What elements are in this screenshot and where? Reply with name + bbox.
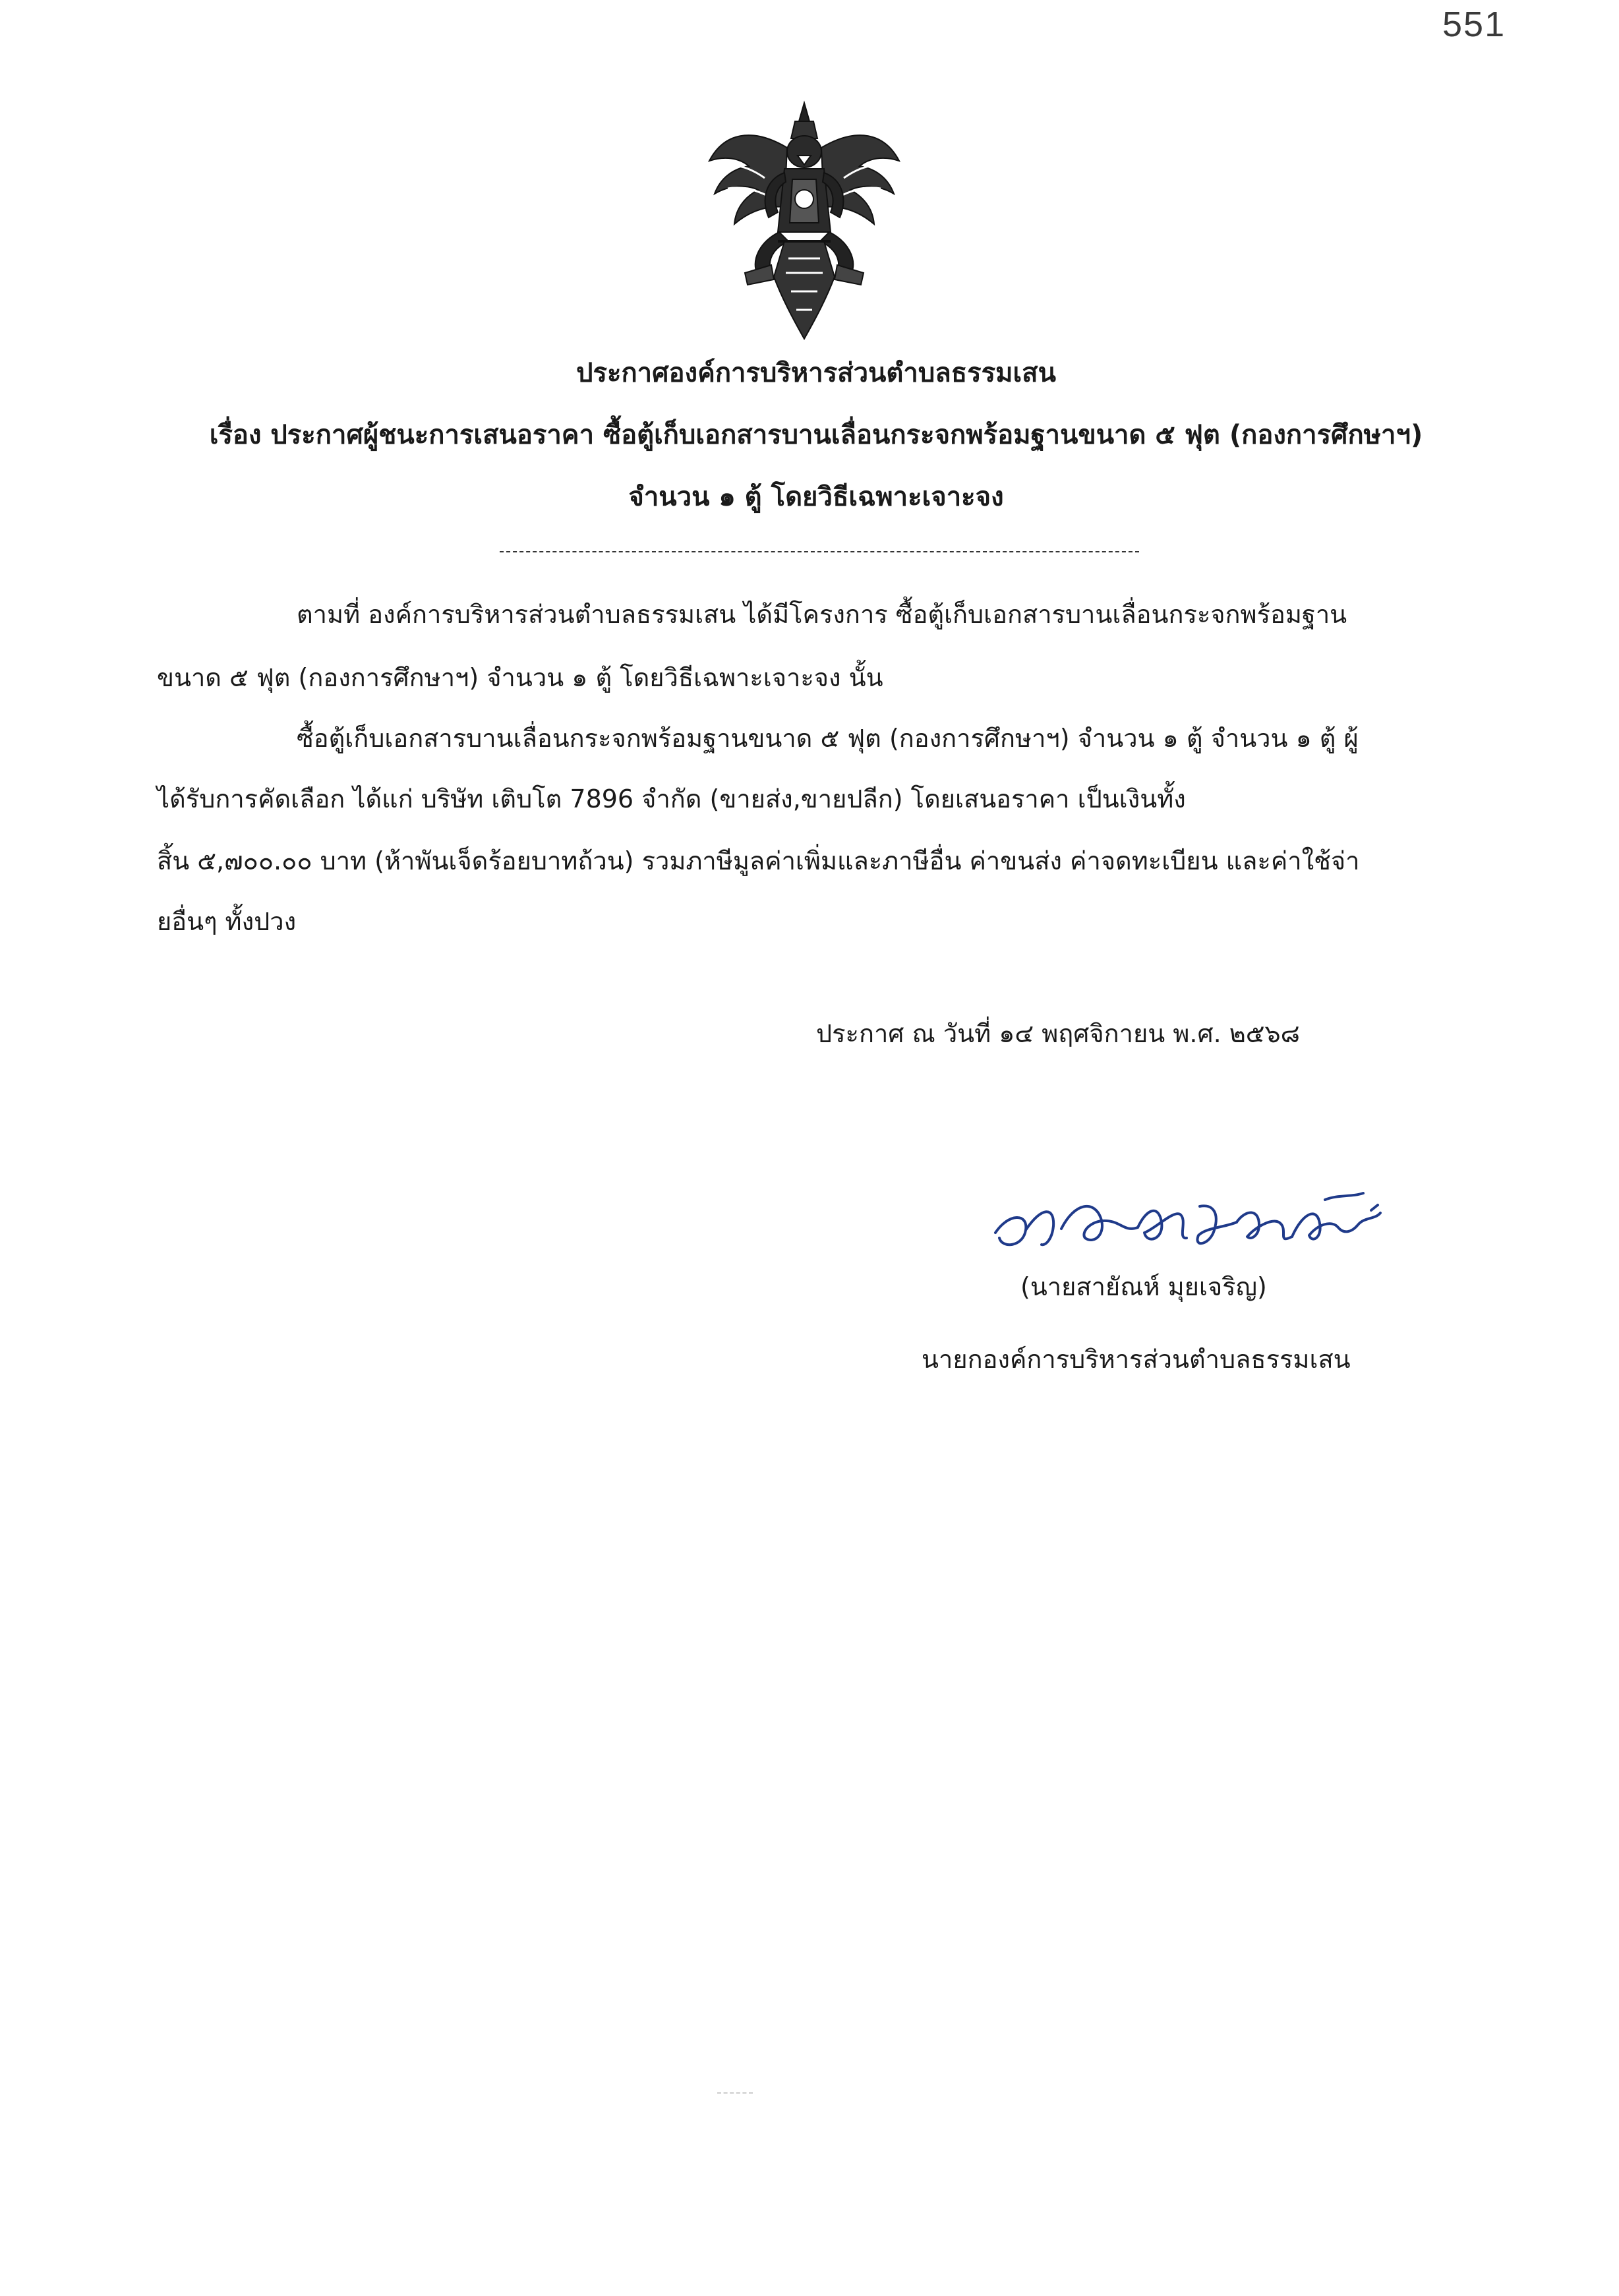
page-number: 551 — [1442, 5, 1506, 44]
paragraph-1-line-1: ตามที่ องค์การบริหารส่วนตำบลธรรมเสน ได้มีโครงการ ซื้อตู้เก็บเอกสารบานเลื่อนกระจกพร้อมฐาน — [297, 600, 1347, 629]
signer-title: นายกองค์การบริหารส่วนตำบลธรรมเสน — [922, 1345, 1351, 1374]
paragraph-2-line-4: ยอื่นๆ ทั้งปวง — [157, 907, 297, 936]
paragraph-1-line-2: ขนาด ๕ ฟุต (กองการศึกษาฯ) จำนวน ๑ ตู้ โดยวิธีเฉพาะเจาะจง นั้น — [157, 663, 883, 692]
handwritten-signature — [982, 1167, 1404, 1272]
announcement-subject: เรื่อง ประกาศผู้ชนะการเสนอราคา ซื้อตู้เก็บเอกสารบานเลื่อนกระจกพร้อมฐานขนาด ๕ ฟุต (กองการศึกษาฯ) — [209, 420, 1423, 450]
signer-name: (นายสายัณห์ มุยเจริญ) — [1020, 1272, 1267, 1301]
announcement-title: ประกาศองค์การบริหารส่วนตำบลธรรมเสน — [576, 358, 1056, 388]
announcement-date: ประกาศ ณ วันที่ ๑๔ พฤศจิกายน พ.ศ. ๒๕๖๘ — [816, 1019, 1300, 1048]
separator-line — [500, 551, 1139, 552]
paragraph-2-line-2: ได้รับการคัดเลือก ได้แก่ บริษัท เติบโต 7896 จำกัด (ขายส่ง,ขายปลีก) โดยเสนอราคา เป็นเงินทั้ง — [157, 784, 1186, 813]
paragraph-2-line-3: สิ้น ๕,๗๐๐.๐๐ บาท (ห้าพันเจ็ดร้อยบาทถ้วน) รวมภาษีมูลค่าเพิ่มและภาษีอื่น ค่าขนส่ง ค่าจดทะเบียน และค่าใช้จ่า — [157, 846, 1360, 875]
announcement-subject-cont: จำนวน ๑ ตู้ โดยวิธีเฉพาะเจาะจง — [628, 482, 1004, 512]
paragraph-2-line-1: ซื้อตู้เก็บเอกสารบานเลื่อนกระจกพร้อมฐานขนาด ๕ ฟุต (กองการศึกษาฯ) จำนวน ๑ ตู้ จำนวน ๑ ตู้ ผู้ — [297, 724, 1359, 753]
garuda-emblem-icon — [705, 100, 903, 343]
scan-artifact-line — [717, 2092, 753, 2094]
